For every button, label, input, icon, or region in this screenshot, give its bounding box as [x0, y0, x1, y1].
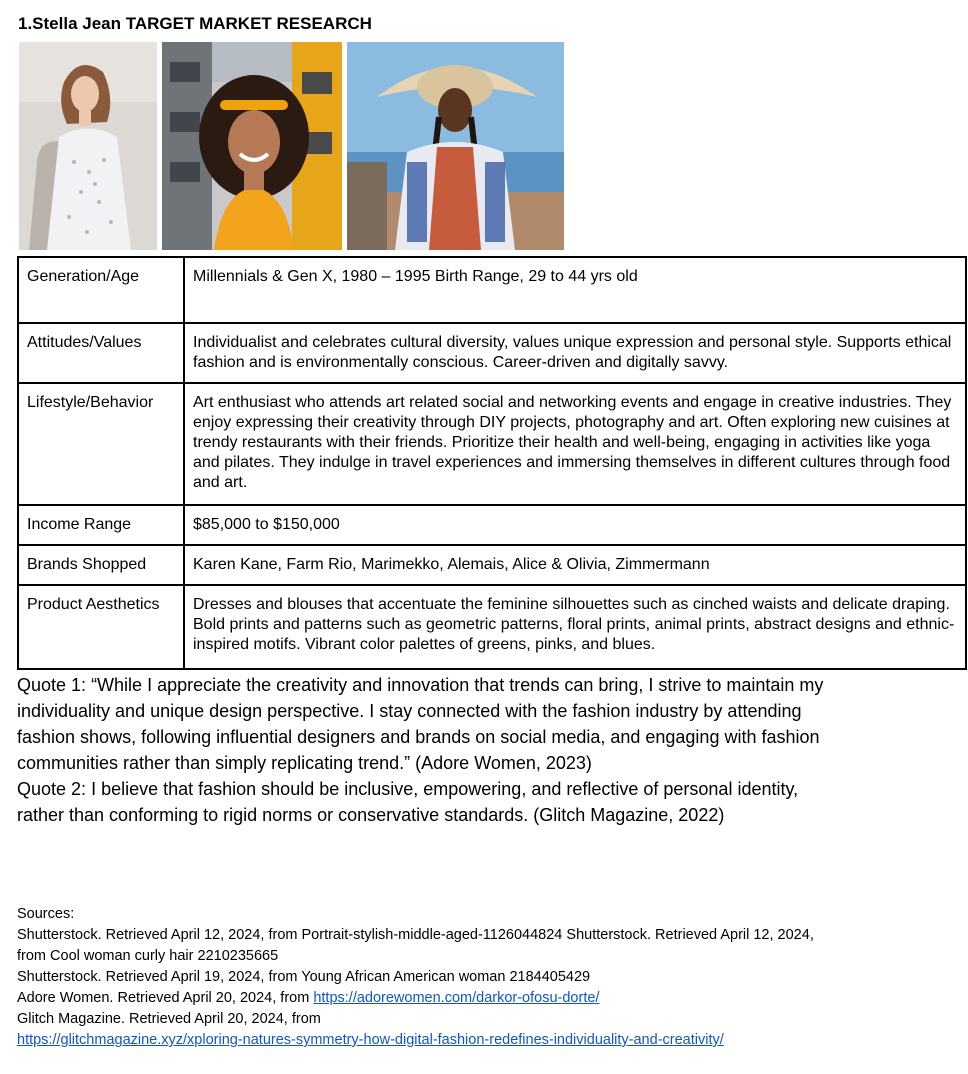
row-value: Dresses and blouses that accentuate the feminine silhouettes such as cinched waists and delicate draping. Bold prints and patterns such as geometric patterns, floral prints, animal prints, abstract designs and ethnic-inspired motifs. Vibrant color palettes of greens, pinks, and blues.	[184, 585, 966, 669]
quote-1-text: “While I appreciate the creativity and innovation that trends can bring, I strive to maintain my individuality and unique design perspective. I stay connected with the fashion industry by attending fashion shows, following influential designers and brands on social media, and engaging with fashion communities rather than simply replicating trend.” (Adore Women, 2023)	[17, 675, 824, 773]
quote-1	[17, 672, 847, 776]
sources-heading: Sources:	[17, 906, 75, 922]
row-value: Individualist and celebrates cultural diversity, values unique expression and personal style. Supports ethical fashion and is environmentally conscious. Career-driven and digitally savvy.	[184, 323, 966, 383]
table-row	[18, 257, 966, 323]
table-row	[18, 505, 966, 545]
source-line: Shutterstock. Retrieved April 12, 2024, from Portrait-stylish-middle-aged-1126044824 Shutterstock. Retrieved April 12, 2024, from Cool woman curly hair 2210235665	[17, 927, 814, 964]
table-row	[18, 545, 966, 585]
table-row	[18, 585, 966, 669]
sources-section	[17, 904, 837, 1051]
row-label: Brands Shopped	[18, 545, 184, 585]
adore-women-link[interactable]: https://adorewomen.com/darkor-ofosu-dorte/	[313, 990, 600, 1006]
row-label: Generation/Age	[18, 257, 184, 323]
row-label: Product Aesthetics	[18, 585, 184, 669]
quote-2	[17, 776, 847, 828]
source-line: Shutterstock. Retrieved April 19, 2024, from Young African American woman 2184405429	[17, 969, 591, 985]
photo-woman-curly-hair	[162, 42, 342, 250]
row-label: Attitudes/Values	[18, 323, 184, 383]
row-label: Lifestyle/Behavior	[18, 383, 184, 505]
quote-1-label: Quote 1:	[17, 675, 87, 695]
quote-2-text: I believe that fashion should be inclusive, empowering, and reflective of personal identity, rather than conforming to rigid norms or conservative standards. (Glitch Magazine, 2022)	[17, 779, 799, 825]
source-line	[17, 1009, 837, 1051]
source-text: Glitch Magazine. Retrieved April 20, 2024, from	[17, 1011, 321, 1027]
table-row	[18, 323, 966, 383]
row-value: $85,000 to $150,000	[184, 505, 966, 545]
row-value: Karen Kane, Farm Rio, Marimekko, Alemais, Alice & Olivia, Zimmermann	[184, 545, 966, 585]
row-value: Millennials & Gen X, 1980 – 1995 Birth Range, 29 to 44 yrs old	[184, 257, 966, 323]
source-line	[17, 988, 837, 1009]
row-value: Art enthusiast who attends art related social and networking events and engage in creative industries. They enjoy expressing their creativity through DIY projects, photography and art. Often exploring new cuisines at trendy restaurants with their friends. Prioritize their health and well-being, engaging in activities like yoga and pilates. They indulge in travel experiences and immersing themselves in different cultures through food and art.	[184, 383, 966, 505]
source-text: Adore Women. Retrieved April 20, 2024, from	[17, 990, 310, 1006]
target-market-table	[17, 256, 967, 670]
glitch-magazine-link[interactable]: https://glitchmagazine.xyz/xploring-natures-symmetry-how-digital-fashion-redefines-individuality-and-creativity/	[17, 1032, 724, 1048]
table-row	[18, 383, 966, 505]
quotes-section	[17, 672, 847, 828]
document-title: 1.Stella Jean TARGET MARKET RESEARCH	[18, 14, 372, 33]
photo-woman-straw-hat	[347, 42, 564, 250]
photo-woman-white-dress	[19, 42, 157, 250]
quote-2-label: Quote 2:	[17, 779, 87, 799]
row-label: Income Range	[18, 505, 184, 545]
